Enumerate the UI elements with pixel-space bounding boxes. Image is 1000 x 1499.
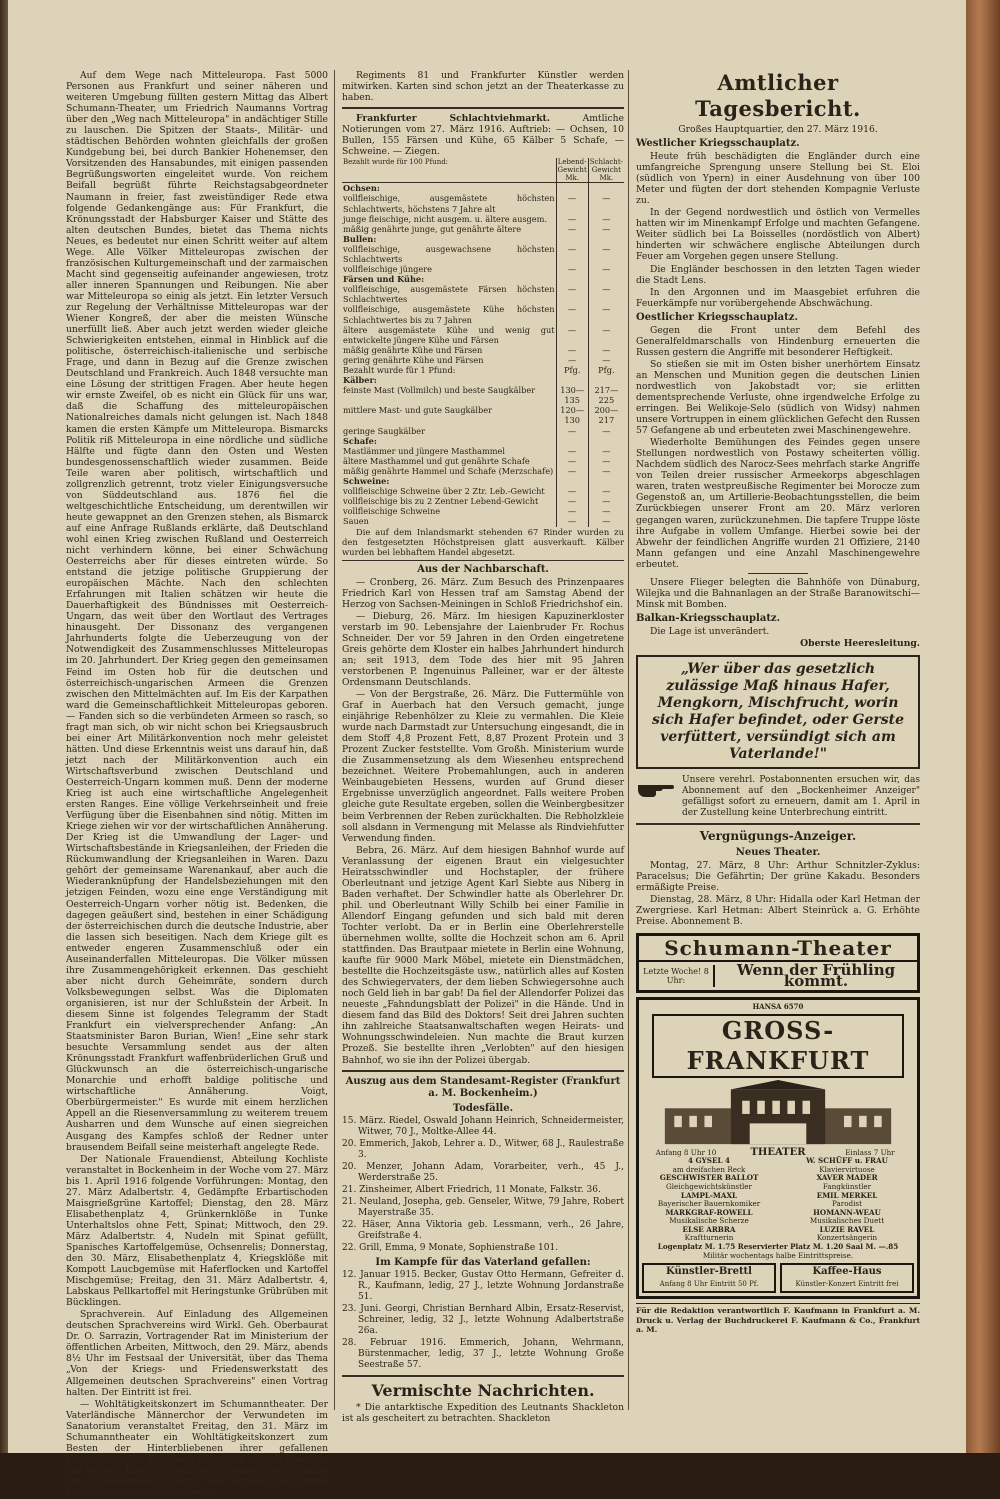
gf-cafe bbox=[780, 1263, 914, 1293]
act-name: MARKGRAF-ROWELL bbox=[665, 1207, 753, 1217]
col-head-slaughter: Schlacht-Gewicht Mk. bbox=[589, 158, 623, 183]
report-paragraph: Die Engländer beschossen in den letzten Tagen wieder die Stadt Lens. bbox=[636, 263, 920, 286]
row-value bbox=[556, 274, 588, 284]
row-label: Bezahlt wurde für 1 Pfund: bbox=[343, 365, 456, 376]
row-label: Ochsen: bbox=[343, 183, 380, 194]
row-value: 120—130 bbox=[556, 405, 588, 425]
row-value bbox=[588, 274, 624, 284]
row-label: vollfleischige Schweine über 2 Ztr. Leb.-Gewicht bbox=[343, 486, 545, 497]
table-row bbox=[342, 466, 624, 476]
row-label: Bullen: bbox=[343, 233, 377, 244]
row-value: — bbox=[588, 506, 624, 516]
column-rule bbox=[334, 70, 335, 1410]
schumann-row bbox=[639, 962, 917, 990]
act-name: XAVER MADER bbox=[816, 1173, 878, 1183]
table-row bbox=[342, 274, 624, 284]
imprint: Für die Redaktion verantwortlich F. Kaufmann in Frankfurt a. M. Druck u. Verlag der Buchdruckerei F. Kaufmann & Co., Frankfurt a. M. bbox=[636, 1303, 920, 1334]
table-row bbox=[342, 486, 624, 496]
table-row bbox=[342, 476, 624, 486]
schumann-title: Schumann-Theater bbox=[639, 936, 917, 962]
gf-military: Militär wochentags halbe Eintrittspreise. bbox=[702, 1250, 854, 1260]
table-row bbox=[342, 183, 624, 194]
act-name: GESCHWISTER BALLOT bbox=[659, 1173, 759, 1183]
column-rule bbox=[628, 70, 629, 1410]
act-desc: Kraftturnerin bbox=[684, 1233, 734, 1243]
list-item: 21. Zinsheimer, Albert Friedrich, 11 Monate, Falkstr. 36. bbox=[342, 1184, 601, 1195]
row-value: — bbox=[556, 496, 588, 506]
row-label: Färsen und Kühe: bbox=[343, 274, 425, 285]
newspaper-page bbox=[8, 0, 966, 1498]
row-label: ältere Masthammel und gut genährte Schafe bbox=[343, 455, 530, 466]
entertainment-title: Vergnügungs-Anzeiger. bbox=[699, 828, 857, 843]
row-value bbox=[588, 476, 624, 486]
act-desc: Musikalische Scherze bbox=[669, 1216, 749, 1226]
table-row bbox=[342, 456, 624, 466]
row-value: — bbox=[588, 446, 624, 456]
row-value: — bbox=[556, 264, 588, 274]
row-value bbox=[556, 436, 588, 446]
row-value: — bbox=[588, 264, 624, 274]
table-row bbox=[342, 365, 624, 375]
list-item: 21. Neuland, Josepha, geb. Genseler, Witwe, 79 Jahre, Robert Mayerstraße 35. bbox=[342, 1196, 624, 1218]
list-item: 20. Menzer, Johann Adam, Vorarbeiter, verh., 45 J., Werderstraße 25. bbox=[342, 1161, 624, 1183]
act-desc: Bayerischer Bauernkomiker bbox=[657, 1199, 761, 1209]
article-continuation: Regiments 81 und Frankfurter Künstler werden mitwirken. Karten sind schon jetzt an der Theaterkasse zu haben. bbox=[342, 70, 624, 104]
table-row bbox=[342, 355, 624, 365]
report-signature: Oberste Heeresleitung. bbox=[800, 637, 920, 649]
table-row bbox=[342, 264, 624, 274]
market-intro bbox=[342, 113, 624, 157]
row-value: — bbox=[588, 516, 624, 526]
row-value bbox=[588, 234, 624, 244]
report-paragraph: In den Argonnen und im Maasgebiet erfuhren die Feuerkämpfe nur vorübergehende Abschwächung. bbox=[636, 286, 920, 309]
gf-footer bbox=[642, 1263, 914, 1293]
row-value: — bbox=[588, 355, 624, 365]
row-label: feinste Mast (Vollmilch) und beste Saugkälber bbox=[343, 385, 536, 396]
row-label: mäßig genährte Kühe und Färsen bbox=[343, 344, 483, 355]
list-item: 12. Januar 1915. Becker, Gustav Otto Hermann, Gefreiter d. R., Kaufmann, ledig, 27 J., letzte Wohnung Jordanstraße 51. bbox=[342, 1269, 624, 1302]
table-row bbox=[342, 345, 624, 355]
row-value: — bbox=[588, 304, 624, 324]
act-name: LUZIE RAVEL bbox=[819, 1224, 875, 1234]
article-frauendienst: Der Nationale Frauendienst, Abteilung Kochliste veranstaltet in Bockenheim in der Woche vom 27. März bis 1. April 1916 folgende Vorführungen: Montag, den 27. März Adalbertstr. 4, Gedämpfte Erbartischoden Maisgrießgrüne Kartoffel; Dienstag, den 28. März Elisabethenplatz 4, Grünkernklöße in Tunke Unterhaltslos ohne Fett, Spinat; Mittwoch, den 29. März Adalbertstr. 4, Nudeln mit Spinat gefüllt, Spanisches Kartoffelgemüse, Ochsenrelis; Donnerstag, den 30. März, Elisabethenplatz 4, Kriegsklöße mit Kompott Laucbgemüse mit Haferflocken und Kartoffel Mischgemüse; Freitag, den 31. März Adalbertstr. 4, Labskaus Pellkartoffel mit Heringstunke Grübrüben mit Bücklingen. bbox=[66, 1153, 328, 1309]
row-value: — bbox=[588, 214, 624, 224]
post-notice-text: Unsere verehrl. Postabonnenten ersuchen wir, das Abonnement auf den „Bockenheimer Anzeiger" gefälligst sofort zu erneuern, damit am 1. April in der Zustellung keine Unterbrechung eintritt. bbox=[682, 774, 920, 818]
act-name: EMIL MERKEL bbox=[816, 1190, 878, 1200]
article-wohltaetigkeit: — Wohltätigkeitskonzert im Schumanntheater. Der Vaterländische Männerchor der Verwundeten im Sanatorium veranstaltet Freitag, den 31. März im Schumanntheater ein Wohltätigkeitskonzert zum Besten der Hinterbliebenen ihrer gefallenen Kameraden vom Regiment 81 in den letzten Kämpfen vor Verdun. Etwa 150 feldgraue Sänger unter Leitung von Musikdirektor Specht, die Kapelle des ersten Ersatzbataillons des Infanterie- bbox=[66, 1398, 328, 1498]
row-label: Schweine: bbox=[343, 476, 390, 487]
notice-box bbox=[636, 655, 920, 769]
gf-brettl bbox=[642, 1263, 776, 1293]
divider bbox=[342, 1375, 624, 1377]
west-front-title: Westlicher Kriegsschauplatz. bbox=[636, 138, 800, 150]
row-label: mäßig genährte Hammel und Schafe (Merzschafe) bbox=[343, 465, 554, 476]
report-paragraph: Gegen die Front unter dem Befehl des Generalfeldmarschalls von Hindenburg erneuerten die Russen gestern die Angriffe mit besonderer Heftigkeit. bbox=[636, 324, 920, 358]
column-1 bbox=[66, 70, 328, 1499]
row-value: — bbox=[588, 224, 624, 234]
row-value: — bbox=[588, 244, 624, 264]
report-paragraph: Unsere Flieger belegten die Bahnhöfe von Dünaburg, Wilejka und die Bahnanlagen an der Straße Baranowitschi—Minsk mit Bomben. bbox=[636, 576, 920, 610]
divider bbox=[342, 560, 624, 561]
fallen-list bbox=[342, 1270, 624, 1371]
table-row bbox=[342, 436, 624, 446]
row-label: mäßig genährte junge, gut genährte ältere bbox=[343, 223, 522, 234]
price-table-header bbox=[342, 158, 624, 183]
neues-theater-title: Neues Theater. bbox=[735, 846, 821, 858]
row-value: Pfg. bbox=[556, 365, 588, 375]
east-front-title: Oestlicher Kriegsschauplatz. bbox=[636, 311, 798, 323]
article-naumann: Auf dem Wege nach Mitteleuropa. Fast 5000 Personen aus Frankfurt und seiner näheren und weiteren Umgebung füllten gestern Mittag das Albert Schumann-Theater, um Friedrich Naumanns Vortrag über den „Weg nach Mitteleuropa" in andächtiger Stille zu lauschen. Die Spitzen der Staats-, Militär- und städtischen Behörden wohnten gleichfalls der großen Kundgebung bei, bei durch Bankier Hohenemser, den Vorsitzenden des Hansabundes, mit einigen passenden Begrüßungsworten eingeleitet wurde. Von reichem Beifall begrüßt führte Reichstagsabgeordneter Naumann in freier, fast zweistündiger Rede etwa folgende Gedankengänge aus: Für Frankfurt, die Krönungsstadt der Habsburger Kaiser und Stätte des alten deutschen Bundes, bietet das Thema nichts Neues, es bedeutet nur einen Schritt weiter auf altem Wege. Alle Völker Mitteleuropas zwischen der französischen Kulturgemeinschaft und der zarmaischen Macht sind gegenseitig aufeinander angewiesen, trotz aller inneren Spannungen und Reibungen. Nie aber war Mitteleuropa so einig als jetzt. Ein letzter Versuch zur Regelung der Verhältnisse Mitteleuropas war der Wiener Kongreß, der aber die meisten Wünsche unerfüllt ließ. Aber auch jetzt werden wieder gleiche Schwierigkeiten entstehen, einmal in Hinblick auf die politische, österreichisch-italienische und serbische Frage, und dann in Bezug auf die Grenze zwischen Deutschland und Frankreich. Auch 1848 versuchte man eine Lösung der strittigen Fragen. Aber heute hegen wir ernste Zweifel, ob es nicht ein Glück für uns war, daß die Schaffung des mitteleuropäischen Nationalreiches damals nicht gelungen ist. Nach 1848 kamen die ersten Kämpfe um Mitteleuropa. Bismarcks Politik riß Mitteleuropa in eine nördliche und südliche Hälfte und fügte dann den Osten und Westen bundesgenossenschaftlich wieder zusammen. Beide Teile waren aber politisch, wirtschaftlich und zollgrenzlich getrennt, trotz vieler Einigungsversuche von Süddeutschland aus. 1876 fiel die weltgeschichtliche Entscheidung, um derentwillen wir heute gewappnet an den Grenzen stehen, als Bismarck auf eine Anfrage Rußlands erklärte, daß Deutschland wohl einen Krieg zwischen Rußland und Oesterreich nicht verhindern könne, bei einer Schwächung Oesterreichs aber für dieses eintreten würde. So entstand die jetzige politische Gruppierung der europäischen Mächte. Nach den schlechten Erfahrungen mit Italien schätzen wir heute die Dauerhaftigkeit des Bündnisses mit Oesterreich-Ungarn, das weit über den Wortlaut des Vertrages hinausgeht. Der Dissonanz des vergangenen Jahrhunderts folgte die Ueberzeugung von der Notwendigkeit des Zusammenschlusses Mitteleuropas im 20. Jahrhundert. Der Krieg gegen den gemeinsamen Feind im Osten hob für die deutschen und österreichisch-ungarischen Armeen die Grenzen zwischen den Mittelmächten auf. Im Eis der Karpathen ward die Gemeinschaftlichkeit Mitteleuropas geboren. — Fanden sich so die verbündeten Armeen so rasch, so fragt man sich, ob wir nicht schon bei Kriegsausbruch bei einer Art Militärkonvention noch mehr geleistet hätten. Und diese Erkenntnis weist uns darauf hin, daß jetzt nach der Militärkonvention auch ein Wirtschaftsverbund zwischen Deutschland und Oesterreich-Ungarn kommen muß. Denn der moderne Krieg ist auch eine wirtschaftliche Angelegenheit ersten Ranges. Eine völlige Verkehrseinheit und freie Verfügung über die Eisenbahnen sind nötig. Mitten im Kriege ziehen wir vor der wirtschaftlichen Annäherung. Der Krieg ist die Umwandlung der Lager- und Wirtschaftsbestände in Kriegsanleihen, der Frieden die Rückumwandlung der Kriegsanleihen in Waren. Dazu gehört der gemeinsame Warenankauf, aber auch die Wiederanknüpfung der Handelsbeziehungen mit den jetzigen Feinden, wozu eine enge Verständigung mit Oesterreich-Ungarn vorher nötig ist. Bedenken, die dagegen geäußert sind, bestehen in einer Schädigung der österreichischen durch die deutsche Industrie, aber die lassen sich beseitigen. Nach dem Kriege gilt es entweder engeren Zusammenschluß oder ein Auseinanderfallen Mitteleuropas. Die Völker müssen ihre Zusammengehörigkeit erkennen. Das geschieht aber nicht durch Geheimräte, sondern durch Volksbewegungen selbst. Was die Diplomaten organisieren, ist nur der Schlußstein der Arbeit. In diesem Sinne ist folgendes Telegramm der Stadt Frankfurt ein vielversprechender Anfang: „An Staatsminister Baron Burian, Wien! „Eine sehr stark besuchte Versammlung sendet aus der alten Krönungsstadt Frankfurt waffenbrüderlichen Gruß und Glückwunsch an die österreichisch-ungarische Monarchie und erhofft baldige politische und wirtschaftliche Annäherung. Voigt, Oberbürgermeister." Es wurde mit einem herzlichen Appell an die Riesenversammlung zu weiterem treuem Ausharren und dem Wunsche auf einen siegreichen Ausgang des Kampfes schloß der Redner unter brausendem Beifall seine meisterhaft angelegte Rede. bbox=[66, 70, 328, 1153]
market-notice: Amtliche Notierungen vom 27. März 1916. Auftrieb: — Ochsen, 10 Bullen, 155 Färsen und Kühe, 65 Kälber 5 Schafe, — Schweine. — Ziegen. bbox=[342, 113, 624, 158]
row-value: — bbox=[556, 355, 588, 365]
row-label: vollfleischige, ausgemästete Kühe höchsten Schlachtwertes bis zu 7 Jahren bbox=[343, 304, 555, 325]
row-value: — bbox=[556, 214, 588, 224]
table-row bbox=[342, 516, 624, 526]
report-paragraph: Die Lage ist unverändert. bbox=[650, 625, 770, 637]
row-value: — bbox=[588, 426, 624, 436]
list-item: 28. Februar 1916. Emmerich, Johann, Wehrmann, Bürstenmacher, ledig, 37 J., letzte Wohnung Große Seestraße 57. bbox=[342, 1337, 624, 1370]
brettl-sub: Anfang 8 Uhr Eintritt 50 Pf. bbox=[659, 1280, 759, 1289]
row-value: — bbox=[556, 244, 588, 264]
row-value: — bbox=[588, 466, 624, 476]
cafe-sub: Künstler-Konzert Eintritt frei bbox=[795, 1280, 899, 1289]
list-item: 15. März. Riedel, Oswald Johann Heinrich, Schneidermeister, Witwer, 70 J., Moltke-Allee 44. bbox=[342, 1115, 624, 1137]
news-bebra: Bebra, 26. März. Auf dem hiesigen Bahnhof wurde auf Veranlassung der eigenen Braut ein vielgesuchter Heiratsschwindler und Hochstapler, der frühere Oberleutnant und jetzige Agent Karl Siebte aus Niberg in Baden verhaftet. Der Schwindler hatte als Oberlehrer Dr. phil. und Oberleutnant Willy Schilb bei einer Familie in Allendorf Eingang gefunden und sich bald mit deren Tochter verlobt. Da er in Berlin eine Oberlehrerstelle übernehmen wollte, sollte die Hochzeit schon am 6. April stattfinden. Das Brautpaar mietete in Berlin eine Wohnung, kaufte für 9000 Mark Möbel, mietete ein Dienstmädchen, bestellte die Hochzeitsgäste usw., natürlich alles auf Kosten des Schwiegervaters, der dem lieben Schwiegersohne auch noch Geld lieh in bar gab! Da fiel der Allendorfer Polizei das neueste „Fahndungsblatt der Polizei" in die Hände. Und in diesem fand das Bild des Doktors! Seit drei Jahren suchten ihn zahlreiche Staatsanwaltschaften wegen Heirats- und Wohnungsschwindeleien. Nun machte die Braut kurzen Prozeß. Sie bestellte ihren „Verlobten" auf den hiesigen Bahnhof, wo sie ihn der Polizei übergab. bbox=[342, 844, 624, 1066]
news-dieburg: — Dieburg, 26. März. Im hiesigen Kapuzinerkloster verstarb im 90. Lebensjahre der Laienbruder Fr. Rochus Schneider. Der vor 59 Jahren in den Orden eingetretene Greis gehörte dem Kloster ein halbes Jahrhundert hindurch an; seit 1913, dem Tode des hier mit 95 Jahren verstorbenen P. Ingenuinus Palleiner, war er der älteste Ordensmann Deutschlands. bbox=[342, 610, 624, 688]
row-label: Schafe: bbox=[343, 435, 377, 446]
row-value bbox=[588, 375, 624, 385]
act-name: ELSE ARBRA bbox=[682, 1224, 736, 1234]
list-item: 22. Häser, Anna Viktoria geb. Lessmann, verh., 26 Jahre, Greifstraße 4. bbox=[342, 1219, 624, 1241]
table-row bbox=[342, 496, 624, 506]
column-3 bbox=[636, 70, 920, 1334]
divider bbox=[748, 573, 808, 574]
list-item: 23. Juni. Georgi, Christian Bernhard Albin, Ersatz-Reservist, Schreiner, ledig, 32 J., letzte Wohnung Adalbertstraße 26a. bbox=[342, 1303, 624, 1336]
row-value: — bbox=[556, 456, 588, 466]
list-item: 22. Grill, Emma, 9 Monate, Sophienstraße 101. bbox=[342, 1242, 559, 1253]
row-label: ältere ausgemästete Kühe und wenig gut entwickelte jüngere Kühe und Färsen bbox=[343, 324, 555, 345]
row-value: — bbox=[556, 486, 588, 496]
divider bbox=[342, 1070, 624, 1072]
gf-theater: THEATER bbox=[750, 1146, 806, 1158]
act-desc: Konzertsängerin bbox=[816, 1233, 878, 1243]
row-value: — bbox=[556, 345, 588, 355]
row-value: 217—225 bbox=[588, 385, 624, 405]
row-value: — bbox=[588, 486, 624, 496]
table-row bbox=[342, 405, 624, 425]
table-row bbox=[342, 375, 624, 385]
row-value: 130—135 bbox=[556, 385, 588, 405]
row-value: — bbox=[588, 193, 624, 213]
row-label: junge fleischige, nicht ausgem. u. ältere ausgem. bbox=[343, 213, 548, 224]
table-row bbox=[342, 284, 624, 304]
table-row bbox=[342, 385, 624, 405]
row-value: — bbox=[556, 426, 588, 436]
report-dateline: Großes Hauptquartier, den 27. März 1916. bbox=[678, 124, 878, 135]
row-value bbox=[556, 234, 588, 244]
report-paragraph: So stießen sie mit im Osten bisher unerhörtem Einsatz an Menschen und Munition gegen die deutschen Linien nordwestlich von Jakobstadt vor; sie erlitten dementsprechende Verluste, ohne irgendwelche Erfolge zu erringen. Bei Welikoje-Selo (südlich von Widsy) nahmen unsere Vortruppen in einem glücklichen Gefecht den Russen 57 Gefangene ab und erbeuteten zwei Maschinengewehre. bbox=[636, 358, 920, 437]
row-label: vollfleischige, ausgewachsene höchsten Schlachtwerts bbox=[343, 243, 555, 264]
price-rows bbox=[342, 183, 624, 527]
gf-prices: Logenplatz M. 1.75 Reservierter Platz M. 1.20 Saal M. —.85 bbox=[657, 1242, 899, 1252]
act-name: HOMANN-WEAU bbox=[813, 1207, 881, 1217]
row-value: — bbox=[556, 506, 588, 516]
row-value: Pfg. bbox=[588, 365, 624, 375]
brettl-title: Künstler-Brettl bbox=[666, 1266, 752, 1278]
deaths-title: Todesfälle. bbox=[452, 1102, 514, 1114]
row-label: Kälber: bbox=[343, 375, 377, 386]
gf-start: Anfang 8 Uhr 10 bbox=[655, 1147, 717, 1157]
act-name: W. SCHÜFF u. FRAU bbox=[806, 1156, 888, 1166]
row-value: — bbox=[588, 496, 624, 506]
paid-label: Bezahlt wurde für 100 Pfund: bbox=[342, 158, 556, 183]
row-value: — bbox=[556, 466, 588, 476]
act-name: LAMPL-MAXL bbox=[680, 1190, 738, 1200]
book-spine bbox=[966, 0, 1000, 1453]
feed-warning: „Wer über das gesetzlich zulässige Maß hinaus Hafer, Mengkorn, Mischfrucht, worin sich Hafer befindet, oder Gerste verfüttert, versündigt sich am Vaterlande!" bbox=[652, 660, 904, 762]
row-value: — bbox=[588, 456, 624, 466]
row-value: — bbox=[588, 345, 624, 355]
gross-frankfurt-ad bbox=[636, 997, 920, 1299]
act-desc: Musikalisches Duett bbox=[809, 1216, 885, 1226]
row-value: — bbox=[556, 304, 588, 324]
row-value: — bbox=[588, 284, 624, 304]
row-label: geringe Saugkälber bbox=[343, 425, 426, 436]
report-paragraph: Wiederholte Bemühungen des Feindes gegen unsere Stellungen nordwestlich von Postawy scheiterten völlig. Nachdem südlich des Narocz-Sees mehrfach starke Angriffe von Teilen dreier russischer Armeekorps abgeschlagen waren, traten westpreußische Regimenter bei Morocze zum Gegenstoß an, um Artillerie-Beobachtungsstellen, die beim Zurückbiegen unserer Front am 20. März verloren gegangen waren, zurückzunehmen. Die tapfere Truppe löste ihre Aufgabe in vollem Umfange. Hierbei sowie bei der Abwehr der feindlichen Angriffe wurden 21 Offiziere, 2140 Mann gefangen und eine Anzahl Maschinengewehre erbeutet. bbox=[636, 437, 920, 570]
report-paragraph: In der Gegend nordwestlich und östlich von Vermelles hatten wir im Minenkampf Erfolge und machten Gefangene. Weiter südlich bei La Boisselles (nordöstlich von Albert) hinderten wir schwächere englische Abteilungen durch Feuer am Vorgehen gegen unsere Stellung. bbox=[636, 207, 920, 263]
row-value: — bbox=[588, 325, 624, 345]
divider bbox=[342, 107, 624, 109]
act-desc: am dreifachen Reck bbox=[672, 1164, 746, 1174]
row-value bbox=[556, 183, 588, 194]
gf-title: GROSS-FRANKFURT bbox=[652, 1014, 904, 1078]
news-bergstrasse: — Von der Bergstraße, 26. März. Die Futtermühle von Graf in Auerbach hat den Versuch gemacht, junge einjährige Rebenhölzer zu Kleie zu vermahlen. Die Kleie wurde nach Darmstadt zur Untersuchung eingesandt, die in dem Stoff 4,8 Prozent Fett, 8,87 Prozent Protein und 3 Prozent Zucker feststellte. Vom Großh. Ministerium wurde die Zusammensetzung als dem Wiesenheu entsprechend bezeichnet. Weitere Probemahlungen, auch in anderen Weinbaugebieten Hessens, wurden auf Grund dieser Ergebnisse unverzüglich angeordnet. Falls weitere Proben gleiche gute Resultate ergeben, sollen die Weinbergbesitzer beim Verbrennen der Reben zurückhalten. Die Rebholzkleie soll alsdann in Vermengung mit Melasse als Rindviehfutter Verwendung finden. bbox=[342, 688, 624, 844]
registry-title: Auszug aus dem Standesamt-Register (Frankfurt a. M. Bockenheim.) bbox=[345, 1075, 621, 1099]
neighborhood-title: Aus der Nachbarschaft. bbox=[417, 563, 549, 575]
cafe-title: Kaffee-Haus bbox=[812, 1266, 882, 1278]
table-row bbox=[342, 193, 624, 213]
balkan-front-title: Balkan-Kriegsschauplatz. bbox=[636, 612, 781, 624]
schumann-time: Letzte Woche! 8 Uhr: bbox=[639, 965, 715, 987]
row-value bbox=[588, 436, 624, 446]
row-value: — bbox=[556, 224, 588, 234]
market-note: Die auf dem Inlandsmarkt stehenden 67 Rinder wurden zu den festgesetzten Höchstpreisen glatt ausverkauft. Kälber wurden bei lebhaftem Handel abgesetzt. bbox=[342, 526, 624, 557]
col-head-live: Lebend-Gewicht Mk. bbox=[557, 158, 587, 183]
theater-tuesday: Dienstag, 28. März, 8 Uhr: Hidalla oder Karl Hetman der Zwergriese. Karl Hetman: Albert Steinrück a. G. Erhöhte Preise. Abonnement B. bbox=[636, 894, 920, 928]
pointing-hand-icon bbox=[636, 775, 676, 805]
divider bbox=[636, 823, 920, 825]
act-name: 4 GYSEL 4 bbox=[688, 1156, 730, 1166]
row-value: 200—217 bbox=[588, 405, 624, 425]
row-label: vollfleischige, ausgemästete höchsten Schlachtwerts, höchstens 7 Jahre alt bbox=[343, 193, 555, 214]
row-label: gering genährte Kühe und Färsen bbox=[343, 354, 484, 365]
misc-text: * Die antarktische Expedition des Leutnants Shackleton ist als gescheitert zu betrachten. Shackleton bbox=[342, 1401, 624, 1424]
list-item: 20. Emmerich, Jakob, Lehrer a. D., Witwer, 68 J., Raulestraße 3. bbox=[342, 1138, 624, 1160]
table-row bbox=[342, 426, 624, 436]
row-label: Mastlämmer und jüngere Masthammel bbox=[343, 445, 505, 456]
news-cronberg: — Cronberg, 26. März. Zum Besuch des Prinzenpaares Friedrich Karl von Hessen traf am Samstag Abend der Herzog von Sachsen-Meiningen in Schloß Friedrichshof ein. bbox=[342, 576, 624, 610]
table-row bbox=[342, 506, 624, 516]
table-row bbox=[342, 446, 624, 456]
row-label: mittlere Mast- und gute Saugkälber bbox=[343, 405, 493, 416]
act-desc: Fangkünstler bbox=[822, 1181, 872, 1191]
row-value bbox=[556, 375, 588, 385]
table-row bbox=[342, 224, 624, 234]
row-value bbox=[588, 183, 624, 194]
post-notice bbox=[636, 775, 920, 819]
row-value: — bbox=[556, 516, 588, 526]
act-desc: Klaviervirtuose bbox=[819, 1164, 875, 1174]
deaths-list bbox=[342, 1116, 624, 1254]
row-label: vollfleischige Schweine bbox=[343, 506, 441, 517]
gf-entry: Einlass 7 Uhr bbox=[845, 1147, 895, 1157]
act-desc: Gleichgewichtskünstler bbox=[666, 1181, 752, 1191]
row-label: vollfleischige bis zu 2 Zentner Lebend-Gewicht bbox=[343, 496, 539, 507]
fallen-title: Im Kampfe für das Vaterland gefallen: bbox=[375, 1256, 591, 1268]
table-row bbox=[342, 304, 624, 324]
schumann-theater-ad bbox=[636, 933, 920, 993]
row-label: vollfleischige jüngere bbox=[343, 264, 433, 275]
article-sprachverein: Sprachverein. Auf Einladung des Allgemeinen deutschen Sprachvereins wird Wirkl. Geh. Oberbaurat Dr. O. Sarrazin, Vortragender Rat im Ministerium der öffentlichen Arbeiten, Mittwoch, den 29. März, abends 8½ Uhr im Festsaal der Universität, über das Thema „Von der Kriegs- und Friedenswerkstatt des Allgemeinen deutschen Sprachvereins" einen Vortrag halten. Der Eintritt ist frei. bbox=[66, 1309, 328, 1398]
row-value: — bbox=[556, 325, 588, 345]
column-2 bbox=[342, 70, 624, 1425]
row-value: — bbox=[556, 284, 588, 304]
theater-monday: Montag, 27. März, 8 Uhr: Arthur Schnitzler-Zyklus: Paracelsus; Die Gefährtin; Der grüne Kakadu. Besonders ermäßigte Preise. bbox=[636, 859, 920, 894]
building-illustration-icon bbox=[642, 1080, 914, 1146]
table-row bbox=[342, 325, 624, 345]
table-row bbox=[342, 244, 624, 264]
act-desc: Parodist bbox=[831, 1199, 863, 1209]
market-title: Frankfurter Schlachtviehmarkt. bbox=[356, 113, 550, 125]
row-value bbox=[556, 476, 588, 486]
price-table bbox=[342, 158, 624, 526]
misc-title: Vermischte Nachrichten. bbox=[371, 1380, 595, 1400]
row-value: — bbox=[556, 193, 588, 213]
report-paragraph: Heute früh beschädigten die Engländer durch eine umfangreiche Sprengung unsere Stellung bei St. Eloi (südlich von Ypern) in einer Ausdehnung von über 100 Meter und fügten der dort stehenden Kompagnie Verluste zu. bbox=[636, 151, 920, 207]
table-row bbox=[342, 214, 624, 224]
table-row bbox=[342, 234, 624, 244]
report-title: Amtlicher Tagesbericht. bbox=[695, 70, 861, 121]
schumann-show: Wenn der Frühling kommt. bbox=[736, 961, 896, 991]
row-label: vollfleischige, ausgemästete Färsen höchsten Schlachtwertes bbox=[343, 284, 555, 305]
row-label: Sauen bbox=[343, 516, 369, 527]
phone-number: HANSA 6570 bbox=[752, 1002, 804, 1012]
row-value: — bbox=[556, 446, 588, 456]
